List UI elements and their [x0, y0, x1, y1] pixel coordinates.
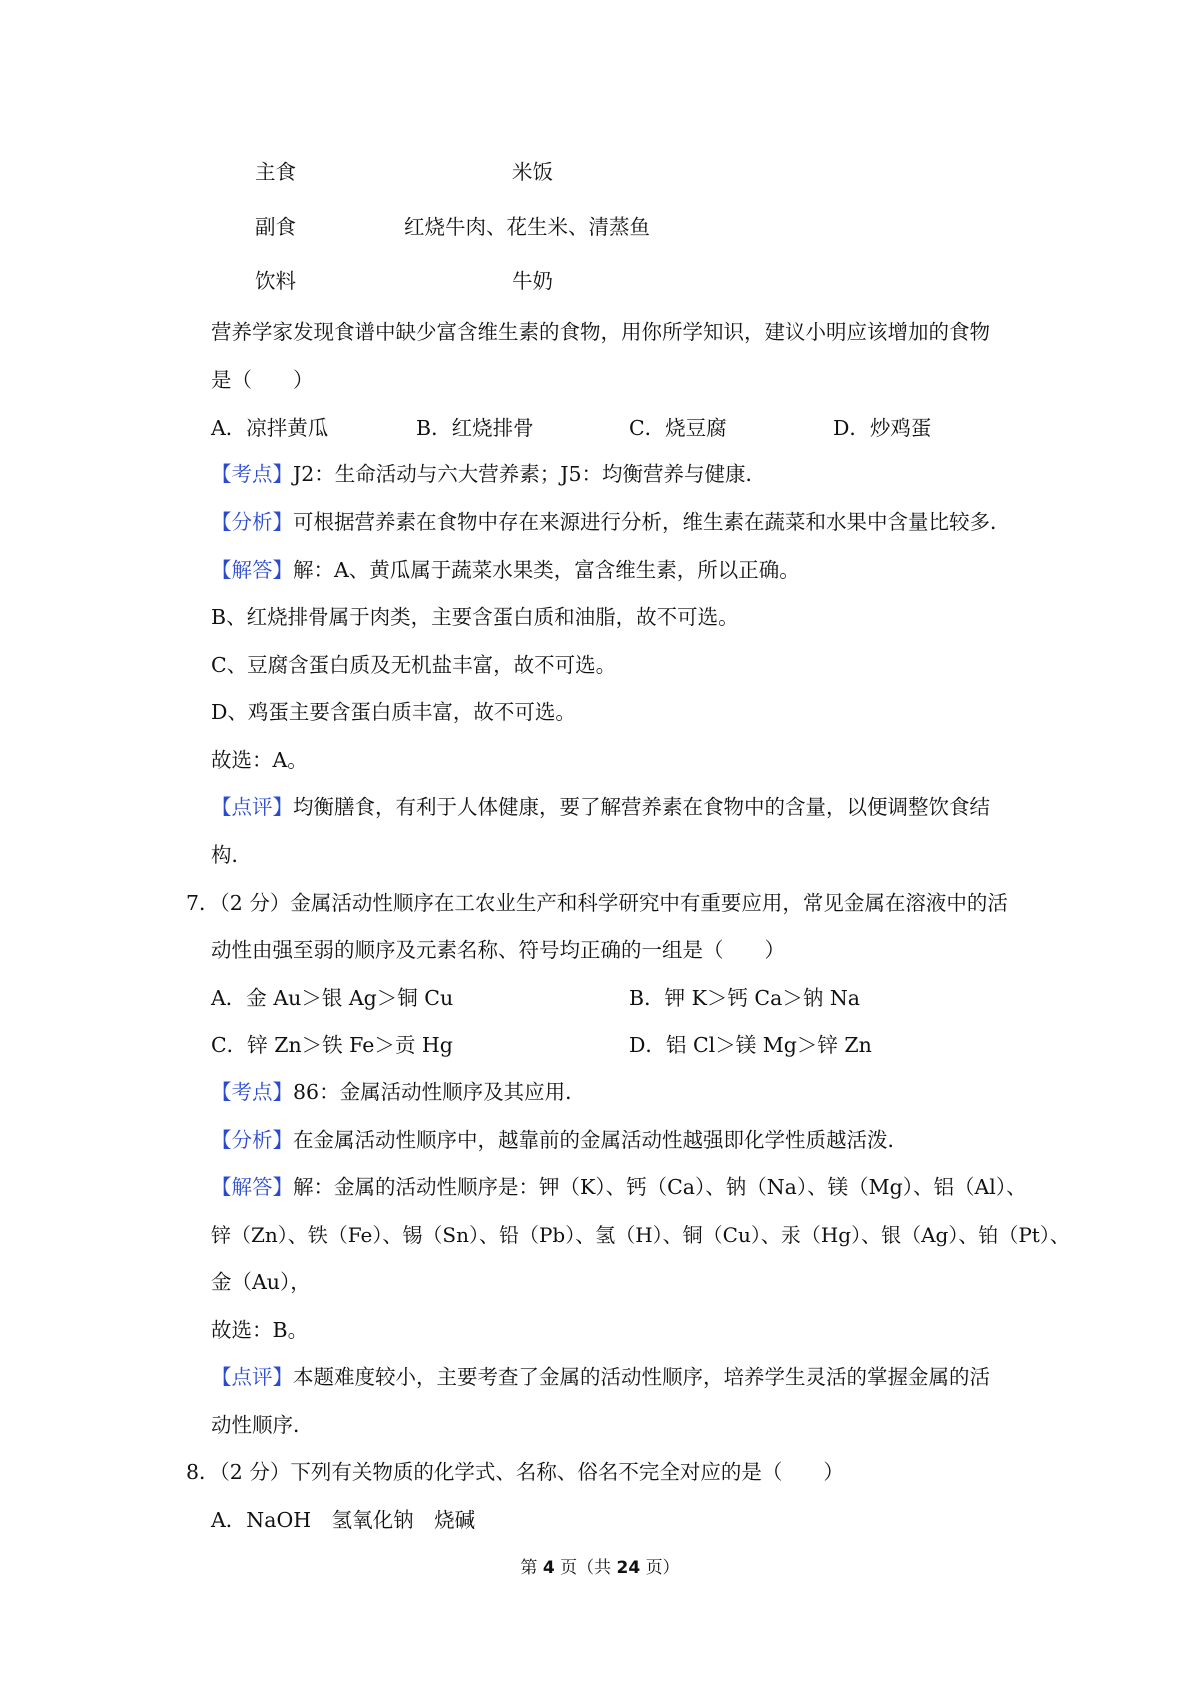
q6-stem-cont: 是（ ）: [211, 368, 314, 392]
q7-answer: 故选：B。: [211, 1318, 309, 1342]
page-number: 4: [542, 1558, 555, 1578]
q7-dianping: [211, 1363, 990, 1391]
q6-option-a: A．凉拌黄瓜: [211, 416, 329, 440]
menu-food: 米饭: [512, 160, 553, 184]
q6-jieda: [211, 556, 800, 584]
fenxi-tag: 【分析】: [211, 1128, 293, 1152]
q7-stem-cont: 动性由强至弱的顺序及元素名称、符号均正确的一组是（ ）: [211, 938, 785, 962]
menu-type: 饮料: [255, 269, 296, 293]
q7-dianping-cont: 动性顺序．: [211, 1413, 314, 1437]
dianping-tag: 【点评】: [211, 1365, 293, 1389]
q6-option-d: D．炒鸡蛋: [833, 416, 932, 440]
dianping-tag: 【点评】: [211, 795, 293, 819]
dianping-text: 本题难度较小，主要考查了金属的活动性顺序，培养学生灵活的掌握金属的活: [293, 1365, 990, 1389]
jieda-text: 解：A、黄瓜属于蔬菜水果类，富含维生素，所以正确。: [293, 558, 800, 582]
kaodian-text: 86：金属活动性顺序及其应用．: [293, 1080, 586, 1104]
jieda-tag: 【解答】: [211, 558, 293, 582]
q8-option-a: A．NaOH 氢氧化钠 烧碱: [211, 1508, 476, 1532]
menu-type: 副食: [255, 215, 296, 239]
q6-fenxi: [211, 508, 1011, 536]
fenxi-text: 可根据营养素在食物中存在来源进行分析，维生素在蔬菜和水果中含量比较多．: [293, 510, 1011, 534]
q6-option-c: C．烧豆腐: [629, 416, 727, 440]
dianping-text: 均衡膳食，有利于人体健康，要了解营养素在食物中的含量，以便调整饮食结: [293, 795, 990, 819]
q8-stem: 8．（2 分）下列有关物质的化学式、名称、俗名不完全对应的是（ ）: [186, 1460, 844, 1484]
page-footer: [0, 1556, 1200, 1580]
kaodian-tag: 【考点】: [211, 1080, 293, 1104]
footer-pre: 第: [520, 1558, 538, 1578]
q7-option-a: A．金 Au＞银 Ag＞铜 Cu: [211, 986, 454, 1010]
menu-food: 红烧牛肉、花生米、清蒸鱼: [404, 215, 650, 239]
q6-option-b: B．红烧排骨: [416, 416, 534, 440]
fenxi-tag: 【分析】: [211, 510, 293, 534]
q7-kaodian: [211, 1078, 586, 1106]
kaodian-tag: 【考点】: [211, 462, 293, 486]
q6-dianping: [211, 793, 990, 821]
q6-jieda-c: C、豆腐含蛋白质及无机盐丰富，故不可选。: [211, 653, 617, 677]
q7-option-d: D．铝 Cl＞镁 Mg＞锌 Zn: [629, 1033, 872, 1057]
q6-jieda-b: B、红烧排骨属于肉类，主要含蛋白质和油脂，故不可选。: [211, 605, 739, 629]
footer-mid: 页（共: [560, 1558, 612, 1578]
fenxi-text: 在金属活动性顺序中，越靠前的金属活动性越强即化学性质越活泼．: [293, 1128, 908, 1152]
q7-option-b: B．钾 K＞钙 Ca＞钠 Na: [629, 986, 860, 1010]
q7-stem: 7．（2 分）金属活动性顺序在工农业生产和科学研究中有重要应用，常见金属在溶液中的活: [186, 891, 1008, 915]
q7-jieda: [211, 1173, 1027, 1201]
menu-food: 牛奶: [512, 269, 553, 293]
menu-type: 主食: [255, 160, 296, 184]
q6-kaodian: [211, 460, 766, 488]
kaodian-text: J2：生命活动与六大营养素；J5：均衡营养与健康．: [293, 462, 767, 486]
q7-option-c: C．锌 Zn＞铁 Fe＞贡 Hg: [211, 1033, 453, 1057]
q7-jieda-cont: 锌（Zn）、铁（Fe）、锡（Sn）、铅（Pb）、氢（H）、铜（Cu）、汞（Hg）、银（Ag）、铂（Pt）、: [211, 1223, 1070, 1247]
footer-post: 页）: [645, 1558, 680, 1578]
q7-fenxi: [211, 1126, 908, 1154]
jieda-tag: 【解答】: [211, 1175, 293, 1199]
q6-answer: 故选：A。: [211, 748, 308, 772]
jieda-text: 解：金属的活动性顺序是：钾（K）、钙（Ca）、钠（Na）、镁（Mg）、铝（Al）、: [293, 1175, 1027, 1199]
q6-dianping-cont: 构．: [211, 843, 252, 867]
q7-jieda-cont2: 金（Au），: [211, 1270, 311, 1294]
q6-stem: 营养学家发现食谱中缺少富含维生素的食物，用你所学知识，建议小明应该增加的食物: [211, 320, 990, 344]
q6-jieda-d: D、鸡蛋主要含蛋白质丰富，故不可选。: [211, 700, 576, 724]
page-total: 24: [616, 1558, 641, 1578]
